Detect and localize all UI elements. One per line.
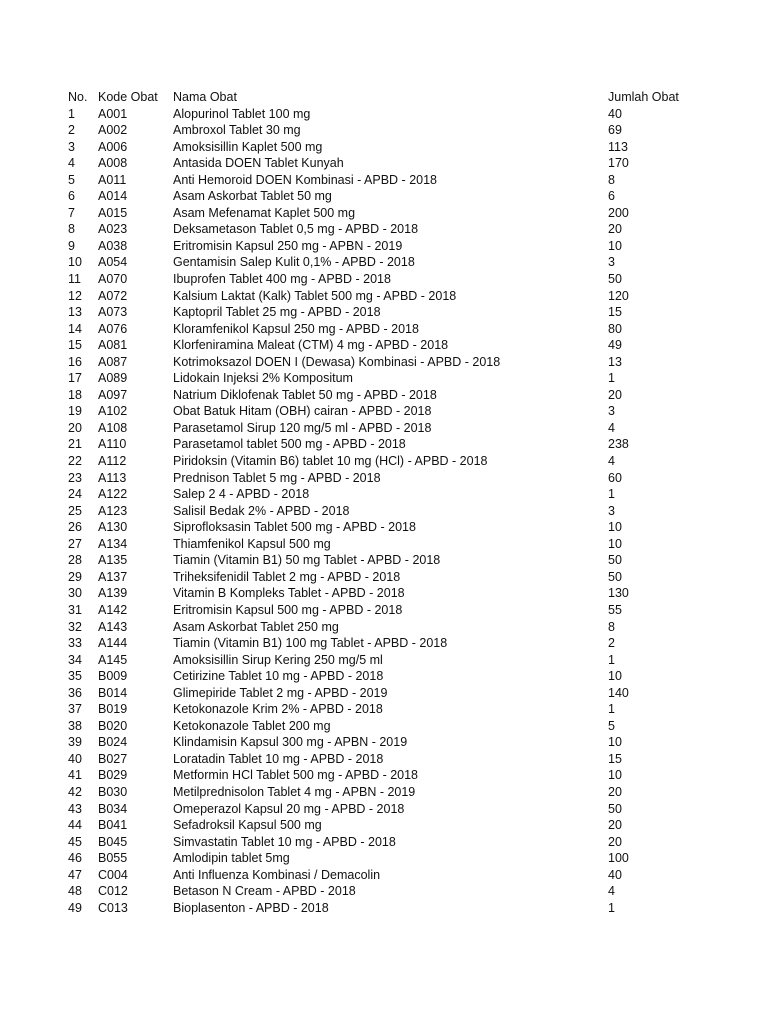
cell-kode-obat: B029 (98, 768, 128, 783)
cell-jumlah-obat: 49 (608, 338, 622, 353)
cell-jumlah-obat: 8 (608, 619, 615, 634)
cell-nama-obat: Ibuprofen Tablet 400 mg - APBD - 2018 (173, 272, 391, 287)
cell-jumlah-obat: 170 (608, 156, 629, 171)
cell-nama-obat: Parasetamol Sirup 120 mg/5 ml - APBD - 2018 (173, 420, 432, 435)
cell-kode-obat: A137 (98, 569, 128, 584)
cell-kode-obat: A135 (98, 553, 128, 568)
table-row (68, 188, 728, 205)
table-row (68, 751, 728, 768)
cell-jumlah-obat: 1 (608, 652, 615, 667)
cell-no: 36 (68, 685, 82, 700)
cell-no: 43 (68, 801, 82, 816)
cell-no: 15 (68, 338, 82, 353)
cell-nama-obat: Siprofloksasin Tablet 500 mg - APBD - 2018 (173, 520, 416, 535)
cell-jumlah-obat: 4 (608, 420, 615, 435)
cell-kode-obat: B041 (98, 818, 128, 833)
cell-nama-obat: Metformin HCl Tablet 500 mg - APBD - 2018 (173, 768, 419, 783)
cell-jumlah-obat: 13 (608, 354, 622, 369)
cell-kode-obat: A002 (98, 123, 128, 138)
table-row (68, 569, 728, 586)
cell-no: 19 (68, 404, 82, 419)
cell-jumlah-obat: 20 (608, 387, 622, 402)
cell-nama-obat: Triheksifenidil Tablet 2 mg - APBD - 2018 (173, 569, 401, 584)
cell-nama-obat: Alopurinol Tablet 100 mg (173, 106, 311, 121)
cell-kode-obat: B014 (98, 685, 128, 700)
table-row (68, 304, 728, 321)
cell-nama-obat: Prednison Tablet 5 mg - APBD - 2018 (173, 470, 381, 485)
cell-kode-obat: A014 (98, 189, 128, 204)
cell-kode-obat: A087 (98, 354, 128, 369)
cell-kode-obat: B030 (98, 784, 128, 799)
table-row (68, 155, 728, 172)
cell-no: 20 (68, 420, 82, 435)
cell-nama-obat: Tiamin (Vitamin B1) 50 mg Tablet - APBD - 2018 (173, 553, 441, 568)
cell-no: 25 (68, 503, 82, 518)
table-row (68, 370, 728, 387)
cell-nama-obat: Vitamin B Kompleks Tablet - APBD - 2018 (173, 586, 405, 601)
cell-no: 7 (68, 205, 75, 220)
table-row (68, 701, 728, 718)
cell-jumlah-obat: 100 (608, 851, 629, 866)
cell-no: 27 (68, 536, 82, 551)
table-row (68, 519, 728, 536)
cell-jumlah-obat: 2 (608, 636, 615, 651)
table-row (68, 486, 728, 503)
cell-nama-obat: Obat Batuk Hitam (OBH) cairan - APBD - 2018 (173, 404, 432, 419)
table-row (68, 172, 728, 189)
table-row (68, 354, 728, 371)
cell-nama-obat: Asam Askorbat Tablet 50 mg (173, 189, 332, 204)
cell-nama-obat: Metilprednisolon Tablet 4 mg - APBN - 2019 (173, 784, 416, 799)
cell-nama-obat: Antasida DOEN Tablet Kunyah (173, 156, 344, 171)
cell-nama-obat: Kaptopril Tablet 25 mg - APBD - 2018 (173, 305, 381, 320)
cell-no: 34 (68, 652, 82, 667)
cell-jumlah-obat: 50 (608, 569, 622, 584)
table-row (68, 850, 728, 867)
cell-jumlah-obat: 1 (608, 487, 615, 502)
cell-no: 47 (68, 867, 82, 882)
cell-jumlah-obat: 10 (608, 520, 622, 535)
cell-no: 18 (68, 387, 82, 402)
cell-kode-obat: A122 (98, 487, 128, 502)
cell-kode-obat: A097 (98, 387, 128, 402)
cell-jumlah-obat: 140 (608, 685, 629, 700)
cell-nama-obat: Ketokonazole Tablet 200 mg (173, 718, 331, 733)
cell-nama-obat: Bioplasenton - APBD - 2018 (173, 900, 329, 915)
cell-no: 26 (68, 520, 82, 535)
cell-jumlah-obat: 40 (608, 106, 622, 121)
cell-kode-obat: A073 (98, 305, 128, 320)
cell-jumlah-obat: 3 (608, 503, 615, 518)
table-row (68, 801, 728, 818)
cell-no: 23 (68, 470, 82, 485)
cell-no: 10 (68, 255, 82, 270)
cell-jumlah-obat: 15 (608, 305, 622, 320)
cell-no: 37 (68, 702, 82, 717)
table-row (68, 122, 728, 139)
cell-no: 46 (68, 851, 82, 866)
cell-nama-obat: Loratadin Tablet 10 mg - APBD - 2018 (173, 751, 384, 766)
cell-nama-obat: Lidokain Injeksi 2% Kompositum (173, 371, 353, 386)
cell-nama-obat: Parasetamol tablet 500 mg - APBD - 2018 (173, 437, 406, 452)
cell-jumlah-obat: 20 (608, 784, 622, 799)
cell-jumlah-obat: 6 (608, 189, 615, 204)
cell-nama-obat: Kloramfenikol Kapsul 250 mg - APBD - 2018 (173, 321, 419, 336)
cell-no: 4 (68, 156, 75, 171)
table-row (68, 503, 728, 520)
cell-kode-obat: A108 (98, 420, 128, 435)
cell-no: 44 (68, 818, 82, 833)
cell-nama-obat: Deksametason Tablet 0,5 mg - APBD - 2018 (173, 222, 419, 237)
header-jumlah-obat: Jumlah Obat (608, 90, 679, 104)
cell-no: 17 (68, 371, 82, 386)
header-kode-obat: Kode Obat (98, 90, 158, 104)
cell-nama-obat: Natrium Diklofenak Tablet 50 mg - APBD - 2018 (173, 387, 437, 402)
cell-jumlah-obat: 10 (608, 768, 622, 783)
cell-jumlah-obat: 4 (608, 454, 615, 469)
header-row (68, 89, 728, 106)
cell-kode-obat: A011 (98, 172, 127, 187)
cell-jumlah-obat: 130 (608, 586, 629, 601)
cell-kode-obat: B020 (98, 718, 128, 733)
cell-kode-obat: A123 (98, 503, 128, 518)
cell-no: 24 (68, 487, 82, 502)
cell-kode-obat: B009 (98, 669, 128, 684)
cell-kode-obat: A112 (98, 454, 127, 469)
cell-no: 35 (68, 669, 82, 684)
cell-kode-obat: A110 (98, 437, 127, 452)
cell-nama-obat: Salisil Bedak 2% - APBD - 2018 (173, 503, 350, 518)
cell-kode-obat: B027 (98, 751, 128, 766)
table-header (68, 89, 728, 106)
cell-jumlah-obat: 10 (608, 735, 622, 750)
table-row (68, 420, 728, 437)
cell-kode-obat: A143 (98, 619, 128, 634)
cell-kode-obat: A081 (98, 338, 128, 353)
cell-jumlah-obat: 5 (608, 718, 615, 733)
cell-nama-obat: Thiamfenikol Kapsul 500 mg (173, 536, 331, 551)
cell-kode-obat: B055 (98, 851, 128, 866)
table-row (68, 139, 728, 156)
cell-kode-obat: B045 (98, 834, 128, 849)
table-row (68, 734, 728, 751)
document-page (68, 89, 728, 916)
cell-no: 5 (68, 172, 75, 187)
cell-jumlah-obat: 10 (608, 238, 622, 253)
cell-nama-obat: Omeperazol Kapsul 20 mg - APBD - 2018 (173, 801, 405, 816)
cell-no: 38 (68, 718, 82, 733)
cell-kode-obat: A070 (98, 272, 128, 287)
cell-no: 3 (68, 139, 75, 154)
cell-kode-obat: B019 (98, 702, 128, 717)
cell-jumlah-obat: 1 (608, 371, 615, 386)
table-row (68, 205, 728, 222)
cell-jumlah-obat: 15 (608, 751, 622, 766)
cell-no: 49 (68, 900, 82, 915)
cell-nama-obat: Eritromisin Kapsul 500 mg - APBD - 2018 (173, 602, 403, 617)
cell-nama-obat: Anti Hemoroid DOEN Kombinasi - APBD - 2018 (173, 172, 437, 187)
table-body (68, 106, 728, 917)
table-row (68, 685, 728, 702)
cell-kode-obat: A008 (98, 156, 128, 171)
cell-jumlah-obat: 120 (608, 288, 629, 303)
cell-nama-obat: Ambroxol Tablet 30 mg (173, 123, 301, 138)
cell-jumlah-obat: 10 (608, 669, 622, 684)
cell-nama-obat: Amoksisillin Sirup Kering 250 mg/5 ml (173, 652, 383, 667)
cell-nama-obat: Amoksisillin Kaplet 500 mg (173, 139, 323, 154)
cell-nama-obat: Ketokonazole Krim 2% - APBD - 2018 (173, 702, 383, 717)
cell-no: 39 (68, 735, 82, 750)
table-row (68, 238, 728, 255)
cell-kode-obat: C004 (98, 867, 128, 882)
cell-kode-obat: A139 (98, 586, 128, 601)
cell-kode-obat: B034 (98, 801, 128, 816)
table-row (68, 635, 728, 652)
table-row (68, 619, 728, 636)
cell-jumlah-obat: 200 (608, 205, 629, 220)
cell-kode-obat: A144 (98, 636, 128, 651)
cell-jumlah-obat: 50 (608, 553, 622, 568)
cell-jumlah-obat: 8 (608, 172, 615, 187)
cell-kode-obat: A023 (98, 222, 128, 237)
cell-no: 33 (68, 636, 82, 651)
table-row (68, 337, 728, 354)
table-row (68, 668, 728, 685)
cell-jumlah-obat: 50 (608, 801, 622, 816)
cell-nama-obat: Amlodipin tablet 5mg (173, 851, 290, 866)
cell-kode-obat: B024 (98, 735, 128, 750)
table-row (68, 254, 728, 271)
cell-kode-obat: A130 (98, 520, 128, 535)
cell-no: 40 (68, 751, 82, 766)
cell-nama-obat: Betason N Cream - APBD - 2018 (173, 884, 356, 899)
cell-no: 29 (68, 569, 82, 584)
cell-kode-obat: A015 (98, 205, 128, 220)
cell-kode-obat: A142 (98, 602, 128, 617)
cell-no: 1 (68, 106, 75, 121)
cell-kode-obat: A038 (98, 238, 128, 253)
cell-no: 22 (68, 454, 82, 469)
table-row (68, 221, 728, 238)
cell-no: 6 (68, 189, 75, 204)
cell-nama-obat: Klindamisin Kapsul 300 mg - APBN - 2019 (173, 735, 408, 750)
table-row (68, 585, 728, 602)
cell-nama-obat: Piridoksin (Vitamin B6) tablet 10 mg (HCl) - APBD - 2018 (173, 454, 488, 469)
table-row (68, 453, 728, 470)
cell-nama-obat: Asam Askorbat Tablet 250 mg (173, 619, 339, 634)
cell-jumlah-obat: 69 (608, 123, 622, 138)
cell-nama-obat: Simvastatin Tablet 10 mg - APBD - 2018 (173, 834, 396, 849)
table-row (68, 817, 728, 834)
cell-no: 14 (68, 321, 82, 336)
cell-kode-obat: C013 (98, 900, 128, 915)
cell-jumlah-obat: 3 (608, 404, 615, 419)
header-no: No. (68, 90, 88, 104)
cell-kode-obat: A001 (98, 106, 128, 121)
table-row (68, 900, 728, 917)
cell-no: 32 (68, 619, 82, 634)
drug-inventory-table (68, 89, 728, 916)
cell-jumlah-obat: 55 (608, 602, 622, 617)
cell-jumlah-obat: 80 (608, 321, 622, 336)
table-row (68, 767, 728, 784)
table-row (68, 321, 728, 338)
cell-jumlah-obat: 50 (608, 272, 622, 287)
cell-no: 16 (68, 354, 82, 369)
cell-kode-obat: A072 (98, 288, 128, 303)
cell-nama-obat: Tiamin (Vitamin B1) 100 mg Tablet - APBD - 2018 (173, 636, 448, 651)
cell-jumlah-obat: 20 (608, 834, 622, 849)
table-row (68, 834, 728, 851)
table-row (68, 883, 728, 900)
cell-jumlah-obat: 40 (608, 867, 622, 882)
table-row (68, 718, 728, 735)
cell-kode-obat: A076 (98, 321, 128, 336)
cell-no: 42 (68, 784, 82, 799)
cell-jumlah-obat: 20 (608, 222, 622, 237)
cell-no: 45 (68, 834, 82, 849)
table-row (68, 470, 728, 487)
cell-jumlah-obat: 60 (608, 470, 622, 485)
table-row (68, 602, 728, 619)
cell-kode-obat: A089 (98, 371, 128, 386)
cell-nama-obat: Salep 2 4 - APBD - 2018 (173, 487, 310, 502)
cell-no: 8 (68, 222, 75, 237)
cell-nama-obat: Eritromisin Kapsul 250 mg - APBN - 2019 (173, 238, 403, 253)
table-row (68, 652, 728, 669)
cell-no: 12 (68, 288, 82, 303)
cell-no: 31 (68, 602, 82, 617)
table-row (68, 536, 728, 553)
cell-no: 9 (68, 238, 75, 253)
cell-jumlah-obat: 3 (608, 255, 615, 270)
cell-nama-obat: Klorfeniramina Maleat (CTM) 4 mg - APBD - 2018 (173, 338, 449, 353)
cell-jumlah-obat: 1 (608, 702, 615, 717)
cell-no: 13 (68, 305, 82, 320)
cell-nama-obat: Kalsium Laktat (Kalk) Tablet 500 mg - APBD - 2018 (173, 288, 457, 303)
cell-kode-obat: A145 (98, 652, 128, 667)
cell-jumlah-obat: 4 (608, 884, 615, 899)
cell-nama-obat: Kotrimoksazol DOEN I (Dewasa) Kombinasi - APBD - 2018 (173, 354, 501, 369)
table-row (68, 271, 728, 288)
cell-jumlah-obat: 113 (608, 139, 628, 154)
cell-nama-obat: Glimepiride Tablet 2 mg - APBD - 2019 (173, 685, 388, 700)
cell-kode-obat: A102 (98, 404, 128, 419)
cell-no: 11 (68, 272, 81, 287)
cell-no: 28 (68, 553, 82, 568)
cell-nama-obat: Anti Influenza Kombinasi / Demacolin (173, 867, 381, 882)
cell-nama-obat: Cetirizine Tablet 10 mg - APBD - 2018 (173, 669, 384, 684)
cell-nama-obat: Sefadroksil Kapsul 500 mg (173, 818, 322, 833)
table-row (68, 387, 728, 404)
table-row (68, 784, 728, 801)
cell-no: 48 (68, 884, 82, 899)
cell-jumlah-obat: 1 (608, 900, 615, 915)
cell-no: 21 (68, 437, 82, 452)
cell-no: 41 (68, 768, 82, 783)
cell-kode-obat: A006 (98, 139, 128, 154)
cell-kode-obat: A054 (98, 255, 128, 270)
table-row (68, 436, 728, 453)
cell-jumlah-obat: 20 (608, 818, 622, 833)
cell-jumlah-obat: 10 (608, 536, 622, 551)
cell-kode-obat: A113 (98, 470, 127, 485)
cell-nama-obat: Gentamisin Salep Kulit 0,1% - APBD - 2018 (173, 255, 415, 270)
cell-no: 2 (68, 123, 75, 138)
cell-no: 30 (68, 586, 82, 601)
header-nama-obat: Nama Obat (173, 90, 237, 104)
cell-kode-obat: A134 (98, 536, 128, 551)
cell-kode-obat: C012 (98, 884, 128, 899)
table-row (68, 106, 728, 123)
table-row (68, 552, 728, 569)
table-row (68, 867, 728, 884)
cell-jumlah-obat: 238 (608, 437, 629, 452)
cell-nama-obat: Asam Mefenamat Kaplet 500 mg (173, 205, 356, 220)
table-row (68, 288, 728, 305)
table-row (68, 403, 728, 420)
